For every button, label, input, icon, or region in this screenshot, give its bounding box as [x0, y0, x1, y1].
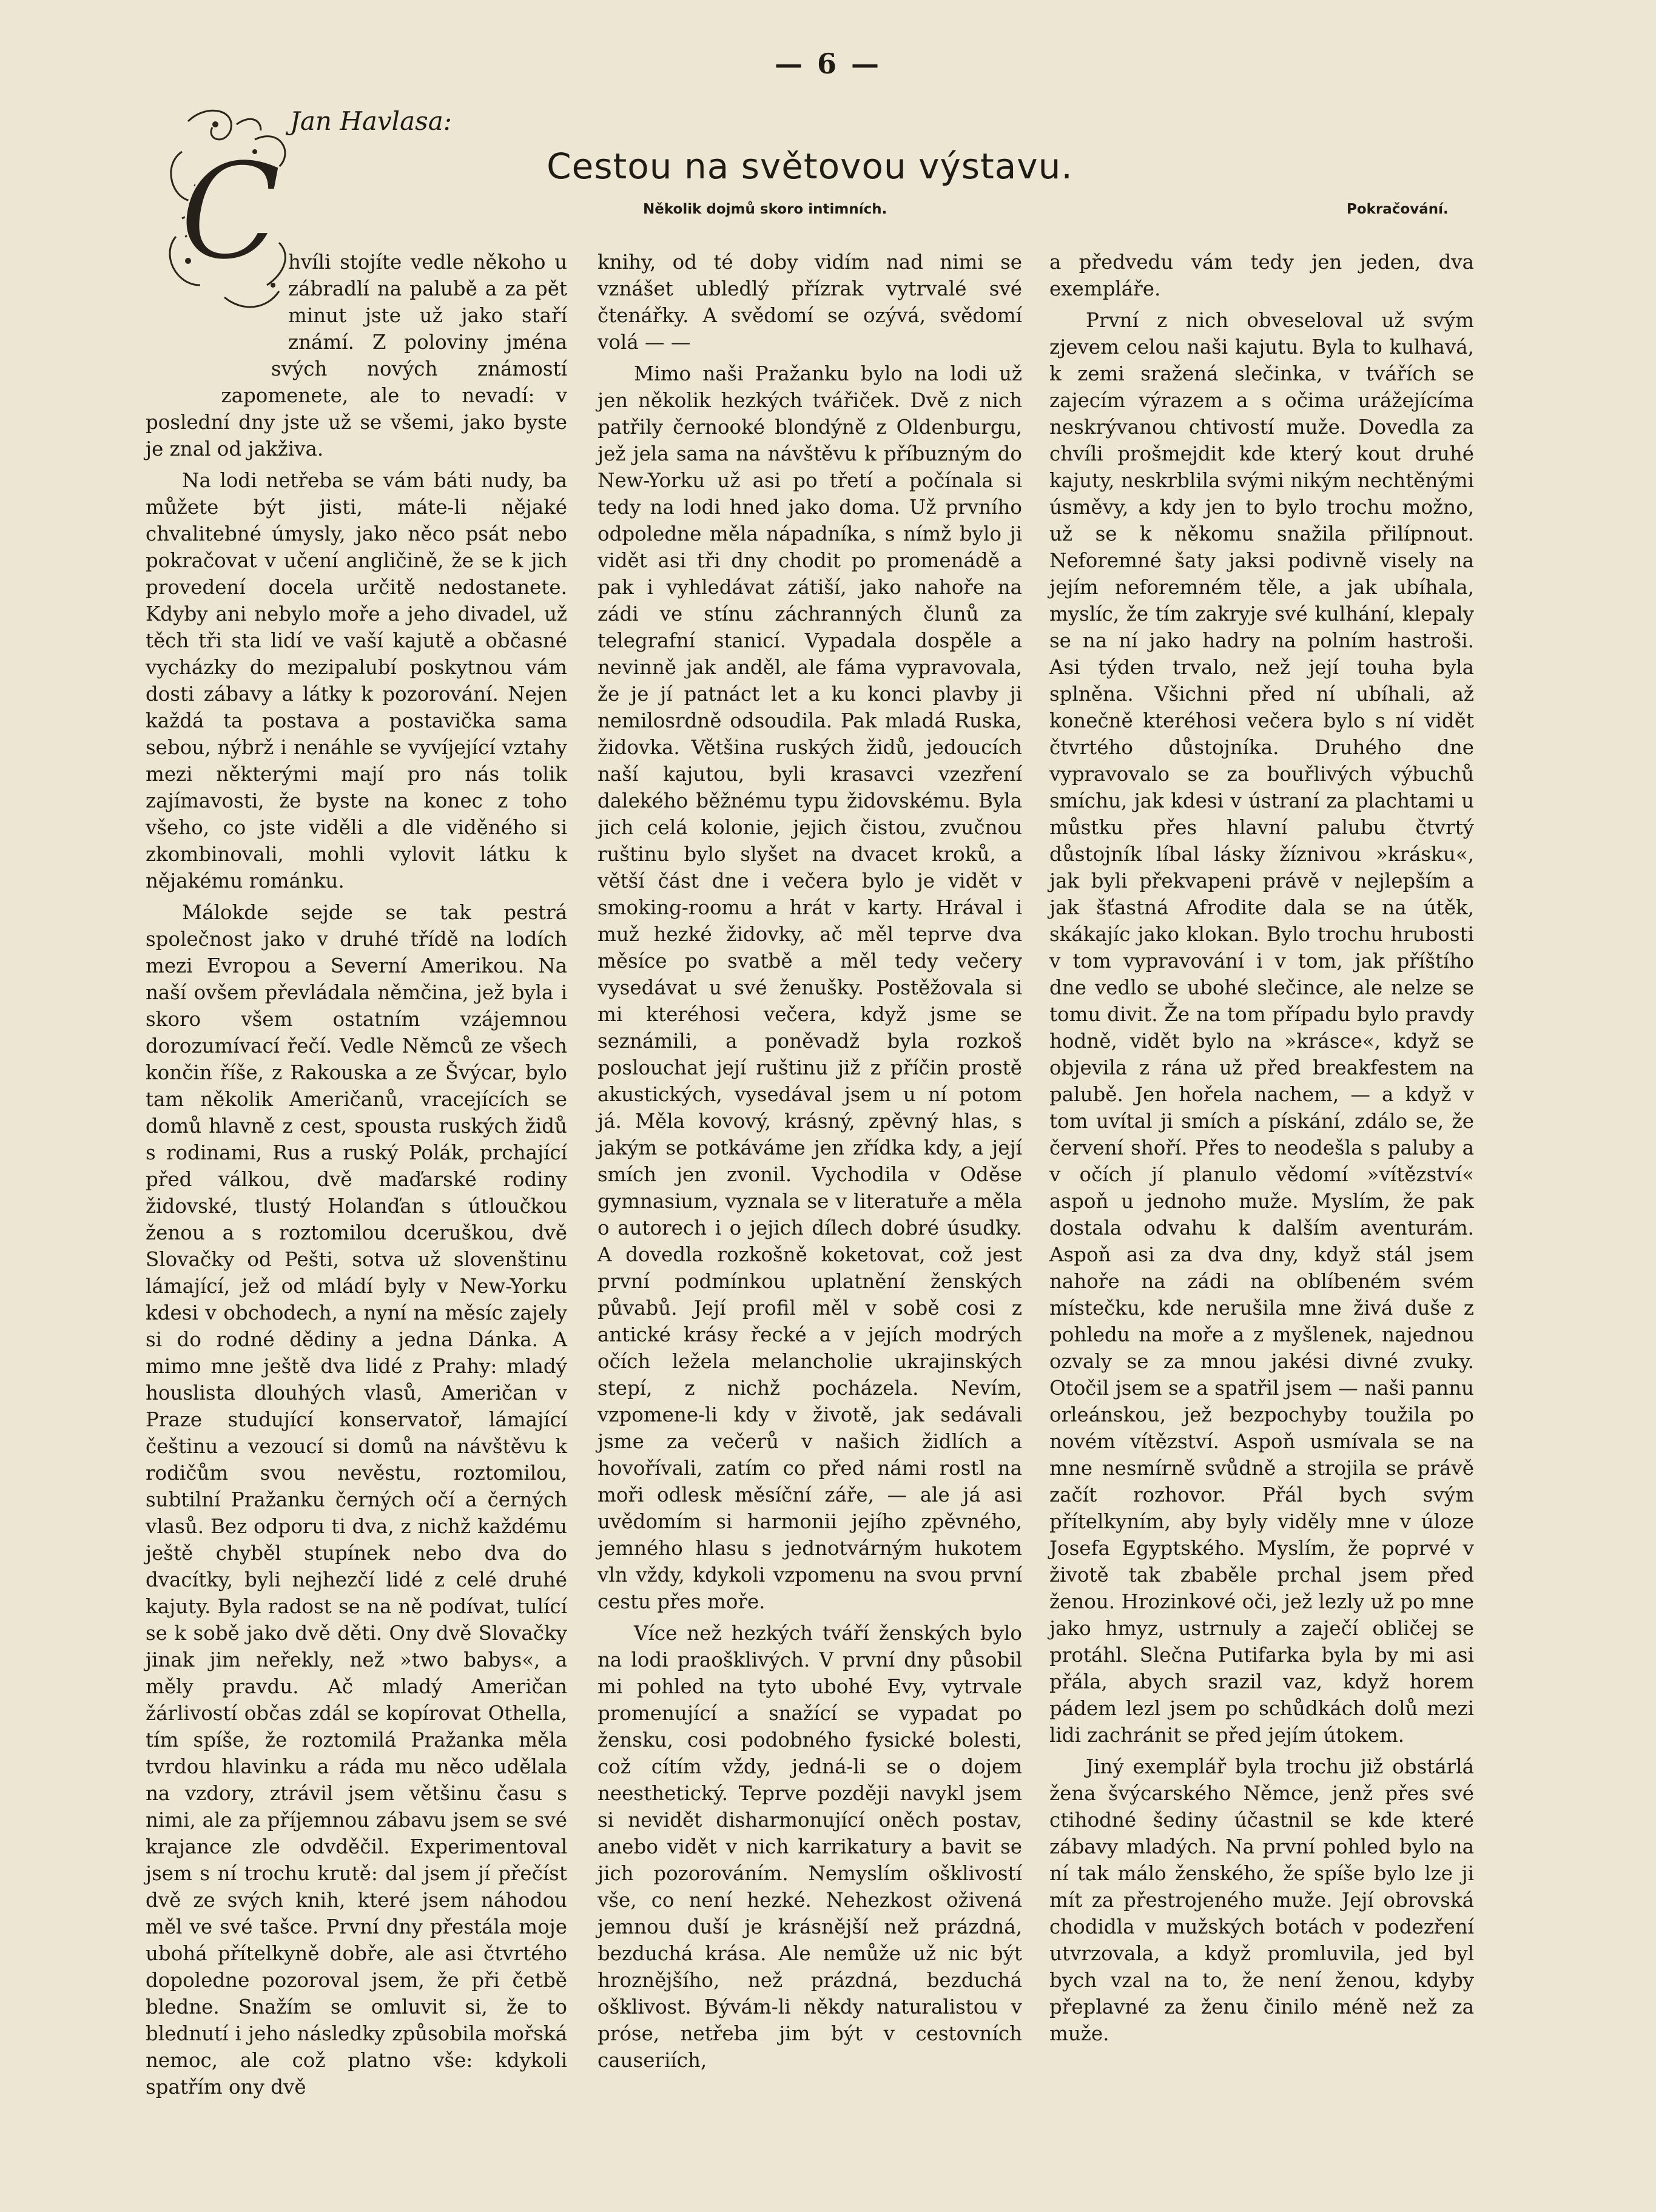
paragraph: a předvedu vám tedy jen jeden, dva exempláře.	[1049, 251, 1474, 300]
paragraph: Jiný exemplář byla trochu již obstárlá žena švýcarského Němce, jenž přes své ctihodné šediny účastnil se kde které zábavy mladých. Na první pohled bylo na ní tak málo ženského, že spíše bylo lze ji mít za přestrojeného muže. Její obrovská chodidla v mužských botách v podezření utvrzovala, a když promluvila, jed byl bych vzal na to, že není ženou, kdyby přeplavné za ženu činilo méně než za muže.	[1049, 1755, 1474, 2045]
paragraph: Málokde sejde se tak pestrá společnost jako v druhé třídě na lodích mezi Evropou a Severní Amerikou. Na naší ovšem převládala němčina, jež byla i skoro všem ostatním vzájemnou dorozumívací řečí. Vedle Němců ze všech končin říše, z Rakouska a ze Švýcar, bylo tam několik Američanů, vracejících se domů hlavně z cest, spousta ruských židů s rodinami, Rus a ruský Polák, prchající před válkou, dvě maďarské rodiny židovské, tlustý Holanďan s útloučkou ženou a s roztomilou dceruškou, dvě Slovačky od Pešti, sotva už slovenštinu lámající, jež od mládí byly v New-Yorku kdesi v obchodech, a nyní na měsíc zajely si do rodné dědiny a jedna Dánka. A mimo mne ještě dva lidé z Prahy: mladý houslista dlouhých vlasů, Američan v Praze studující konservatoř, lámající češtinu a vezoucí si domů na návštěvu k rodičům svou nevěstu, roztomilou, subtilní Pražanku černých očí a černých vlasů. Bez odporu ti dva, z nichž každému ještě chyběl stupínek nebo dva do dvacítky, byli nejhezčí lidé z celé druhé kajuty. Byla radost se na ně podívat, tulící se k sobě jako dvě děti. Ony dvě Slovačky jinak jim neřekly, než »two babys«, a měly pravdu. Ač mladý Američan žárlivostí občas zdál se kopírovat Othella, tím spíše, že roztomilá Pražanka měla tvrdou hlavinku a ráda mu něco udělala na vzdory, ztrávil jsem většinu času s nimi, ale za příjemnou zábavu jsem se své krajance zle odvděčil. Experimentoval jsem s ní trochu krutě: dal jsem jí přečíst dvě ze svých knih, které jsem náhodou měl ve své tašce. První dny přestála moje ubohá přítelkyně dobře, ale asi čtvrtého dopoledne pozoroval jsem, že při četbě bledne. Snažím se omluvit si, že to blednutí i jeho následky způsobila mořská nemoc, ale což platno vše: kdykoli spatřím ony dvě	[146, 901, 567, 2099]
article-subtitle: Několik dojmů skoro intimních.	[643, 201, 887, 217]
dropcap-letter: C	[179, 134, 282, 289]
paragraph: hvíli stojíte vedle někoho u zábradlí na palubě a za pět minut jste už jako staří známí. Z poloviny jména svých nových známostí zapomenete, ale to nevadí: v poslední dny jste už se všemi, jako byste je znal od jakživa.	[146, 251, 567, 460]
paragraph: Mimo naši Pražanku bylo na lodi už jen několik hezkých tvářiček. Dvě z nich patřily černooké blondýně z Oldenburgu, jež jela sama na návštěvu k příbuzným do New-Yorku už asi po třetí a počínala si tedy na lodi hned jako doma. Už prvního odpoledne měla nápadníka, s nímž bylo ji vidět asi tři dny chodit po promenádě a pak i vyhledávat zátiší, jako nahoře na zádi ve stínu záchranných člunů za telegrafní stanicí. Vypadala dospěle a nevinně jak anděl, ale fáma vypravovala, že je jí patnáct let a ku konci plavby ji nemilosrdně odsoudila. Pak mladá Ruska, židovka. Většina ruských židů, jedoucích naší kajutou, byli krasavci vzezření dalekého běžnému typu židovskému. Byla jich celá kolonie, jejich čistou, zvučnou ruštinu bylo slyšet na dvacet kroků, a větší část dne i večera bylo je vidět v smoking-roomu a hrát v karty. Hrával i muž hezké židovky, ač měl teprve dva měsíce po svatbě a měl tedy večery vysedávat u své ženušky. Postěžovala si mi kteréhosi večera, když jsme se seznámili, a poněvadž byla rozkoš poslouchat její ruštinu již z příčin prostě akustických, vysedával jsem u ní potom já. Měla kovový, krásný, zpěvný hlas, s jakým se potkáváme jen zřídka kdy, a její smích jen zvonil. Vychodila v Oděse gymnasium, vyznala se v literatuře a měla o autorech i o jejich dílech dobré úsudky. A dovedla rozkošně koketovat, což jest první podmínkou uplatnění ženských půvabů. Její profil měl v sobě cosi z antické krásy řecké a v jejích modrých očích ležela melancholie ukrajinských stepí, z nichž pocházela. Nevím, vzpomene-li kdy v životě, jak sedávali jsme za večerů v našich židlích a hovořívali, zatím co před námi rostl na moři odlesk měsíční záře, — ale já asi uvědomím si harmonii jejího zpěvného, jemného hlasu s jednotvárným hukotem vln vždy, kdykoli vzpomenu na svou první cestu přes moře.	[597, 362, 1022, 1613]
column-2	[597, 249, 1022, 2079]
paragraph: Na lodi netřeba se vám báti nudy, ba můžete být jisti, máte-li nějaké chvalitebné úmysly, jako něco psát nebo pokračovat v učení angličině, že se k jich provedení docela určitě nedostanete. Kdyby ani nebylo moře a jeho divadel, už těch tři sta lidí ve vaší kajutě a občasné vycházky do mezipalubí poskytnou vám dosti zábavy a látky k pozorování. Nejen každá ta postava a postavička sama sebou, nýbrž i nenáhle se vyvíjející vztahy mezi některými mají pro nás tolik zajímavosti, že byste na konec z toho všeho, co jste viděli a dle viděného si zkombinovali, mohli vylovit látku k nějakému románku.	[146, 469, 567, 892]
article-title: Cestou na světovou výstavu.	[547, 146, 1073, 187]
author-name: Jan Havlasa:	[290, 106, 452, 136]
paragraph: Více než hezkých tváří ženských bylo na lodi praošklivých. V první dny působil mi pohled na tyto ubohé Evy, vytrvale promenující a snažící se vypadat po žensku, cosi podobného fysické bolesti, což cítím vždy, jedná-li se o dojem neesthetický. Teprve později navykl jsem si nevidět disharmonující oněch postav, anebo vidět v nich karrikatury a bavit se jich pozorováním. Nemyslím ošklivostí vše, co není hezké. Nehezkost oživená jemnou duší je krásnější než prázdná, bezduchá krása. Ale nemůže už nic být hroznějšího, než prázdná, bezduchá ošklivost. Bývám-li někdy naturalistou v próse, netřeba jim být v cestovních causeriích,	[597, 1622, 1022, 2072]
page-number: — 6 —	[774, 47, 882, 80]
dropcap-spacer	[146, 249, 288, 388]
column-1	[146, 249, 567, 2105]
continued-note: Pokračování.	[1347, 201, 1449, 217]
paragraph: knihy, od té doby vidím nad nimi se vznášet ubledlý přízrak vytrvalé své čtenářky. A svědomí se ozývá, svědomí volá — —	[597, 251, 1022, 354]
column-3	[1049, 249, 1474, 2052]
paragraph: První z nich obveseloval už svým zjevem celou naši kajutu. Byla to kulhavá, k zemi sražená slečinka, v tvářích se zajecím výrazem a s očima urážejícíma neskrývanou chtivostí muže. Dovedla za chvíli prošmejdit kde který kout druhé kajuty, neskrblila svými nikým nechtěnými úsměvy, a kdy jen to bylo trochu možno, už se k někomu snažila přilípnout. Neforemné šaty jaksi podivně visely na jejím neforemném těle, a jak ubíhala, myslíc, že tím zakryje své kulhání, klepaly se na ní jako hadry na polním hastroši. Asi týden trvalo, než její touha byla splněna. Všichni před ní ubíhali, až konečně kteréhosi večera bylo s ní vidět čtvrtého důstojníka. Druhého dne vypravovalo se za bouřlivých výbuchů smíchu, jak kdesi v ústraní za plachtami u můstku přes hlavní palubu čtvrtý důstojník líbal lásky žíznivou »krásku«, jak byli překvapeni právě v nejlepším a jak šťastná Afrodite dala se na útěk, skákajíc jako klokan. Bylo trochu hrubosti v tom vypravování i v tom, jak příštího dne vedlo se ubohé slečince, ale nelze se tomu divit. Že na tom případu bylo pravdy hodně, vidět bylo na »krásce«, když se objevila z rána už před breakfestem na palubě. Jen hořela nachem, — a když v tom uvítal ji smích a pískání, zdálo se, že červení shoří. Přes to neodešla s paluby a v očích jí planulo vědomí »vítězství« aspoň u jednoho muže. Myslím, že pak dostala odvahu k dalším aventurám. Aspoň asi za dva dny, když stál jsem nahoře na zádi na oblíbeném svém místečku, kde nerušila mne živá duše z pohledu na moře a z myšlenek, najednou ozvaly se za mnou jakési divné zvuky. Otočil jsem se a spatřil jsem — naši pannu orleánskou, jež bezpochyby toužila po novém vítězství. Aspoň usmívala se na mne nesmírně svůdně a strojila se právě začít rozhovor. Přál bych svým přítelkyním, aby byly viděly mne v úloze Josefa Egyptského. Myslím, že poprvé v životě tak zbaběle prchal jsem před ženou. Hrozinkové oči, jež lezly už po mne jako hmyz, ustrnuly a zaječí obličej se protáhl. Slečna Putifarka byla by mi asi přála, abych srazil vaz, když horem pádem lezl jsem po schůdkách dolů mezi lidi zachránit se před jejím útokem.	[1049, 309, 1474, 1747]
